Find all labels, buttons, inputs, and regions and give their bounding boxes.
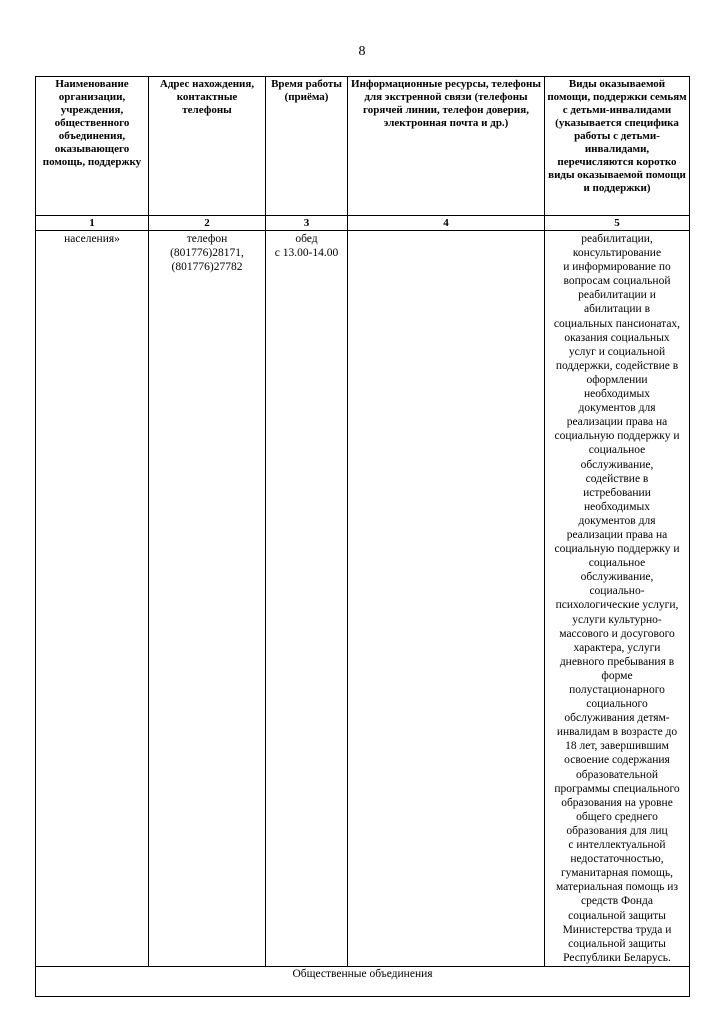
column-number: 2 [149,216,266,231]
services-cell: реабилитации, консультирование и информирование по вопросам социальной реабилитации и абилитации в социальных пансионатах, оказания социальных услуг и социальной поддержки, содействие в оформлении необходимых документов для реализации права на социальную поддержку и социальное обслуживание, содействие в истребовании необходимых документов для реализации права на социальную поддержку и социальное обслуживание, социально- психологические услуги, услуги культурно- массового и досугового характера, услуги дневного пребывания в форме полустационарного социального обслуживания детям- инвалидам в возрасте до 18 лет, завершившим освоение содержания образовательной программы специального образования на уровне общего среднего образования для лиц с интеллектуальной недостаточностью, гуманитарная помощь, материальная помощь из средств Фонда социальной защиты Министерства труда и социальной защиты Республики Беларусь. [545,231,690,967]
organization-cell: населения» [36,231,149,967]
column-number: 5 [545,216,690,231]
header-organization: Наименование организации, учреждения, общественного объединения, оказывающего помощь, поддержку [36,77,149,216]
header-row [36,77,690,216]
hours-cell: обед с 13.00-14.00 [266,231,348,967]
header-hours: Время работы (приёма) [266,77,348,216]
column-number: 3 [266,216,348,231]
section-row [36,966,690,996]
section-title: Общественные объединения [36,966,690,996]
column-number: 1 [36,216,149,231]
header-resources: Информационные ресурсы, телефоны для экстренной связи (телефоны горячей линии, телефон доверия, электронная почта и др.) [348,77,545,216]
table-row [36,231,690,967]
services-table [35,76,690,997]
header-services: Виды оказываемой помощи, поддержки семьям с детьми-инвалидами (указывается специфика работы с детьми-инвалидами, перечисляются коротко виды оказываемой помощи и поддержки) [545,77,690,216]
resources-cell [348,231,545,967]
address-cell: телефон (801776)28171, (801776)27782 [149,231,266,967]
column-number-row [36,216,690,231]
page-number: 8 [358,44,366,59]
header-address: Адрес нахождения, контактные телефоны [149,77,266,216]
column-number: 4 [348,216,545,231]
